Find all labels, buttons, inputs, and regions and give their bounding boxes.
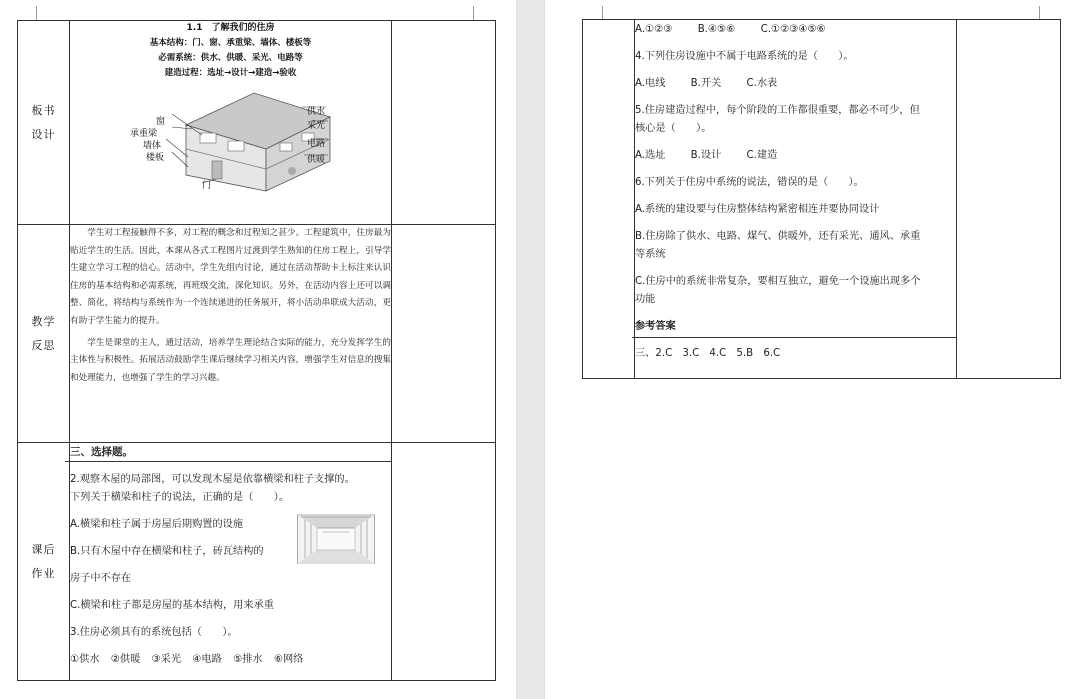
board-line: 必需系统：供水、供暖、采光、电路等 [158, 53, 303, 63]
diagram-label-circuit: 电路 [307, 139, 326, 149]
diagram-label-heating: 供暖 [307, 155, 326, 165]
question-6-option-c: C.住房中的系统非常复杂，要相互独立，避免一个设施出现多个 [635, 276, 921, 287]
document-page-right [545, 0, 1080, 699]
reflection-paragraph: 学生对工程接触得不多，对工程的概念和过程知之甚少。工程建筑中，住房最为贴近学生的生活。因此，本课从各式工程图片过渡到学生熟知的住房工程上，引导学生建立学习工程的信心。活动中，学生先组内讨论，通过在活动帮助卡上标注来认识住房的基本结构和必需系统，再班级交流，深化知识。另外，在活动内容上还可以调整、简化，将结构与系统作为一个连续递进的任务展开，将小活动串联成大活动，更有助于学生能力的提升。 [70, 228, 391, 326]
reflection-paragraph: 学生是课堂的主人，通过活动，培养学生理论结合实际的能力，充分发挥学生的主体性与积极性。拓展活动鼓励学生课后继续学习相关内容，增强学生对信息的搜集和处理能力，也增强了学生的学习兴趣。 [70, 337, 391, 383]
board-design-content [70, 21, 392, 225]
teaching-reflection-row [18, 225, 496, 443]
question-3-stem: 3.住房必须具有的系统包括（ ）。 [70, 627, 238, 638]
question-6-stem: 6.下列关于住房中系统的说法，错误的是（ ）。 [635, 177, 864, 188]
document-page-left [0, 0, 516, 699]
question-2-option: B.只有木屋中存在横梁和柱子，砖瓦结构的 [70, 546, 264, 557]
question-2-option: C.横梁和柱子都是房屋的基本结构，用来承重 [70, 600, 274, 611]
diagram-label-window: 窗 [156, 117, 166, 127]
homework-label: 课后 作业 [18, 443, 70, 681]
question-6-option-b: B.住房除了供水、电路、煤气、供暖外，还有采光、通风、承重 [635, 231, 921, 242]
question-4-options: A.电线 B.开关 C.水表 [635, 78, 778, 89]
question-3-choices: ①供水 ②供暖 ③采光 ④电路 ⑤排水 ⑥网络 [70, 654, 304, 665]
crop-mark [1039, 6, 1040, 20]
board-line: 基本结构：门、窗、承重梁、墙体、楼板等 [149, 38, 312, 48]
blank-cell [957, 20, 1061, 379]
board-design-row [18, 21, 496, 225]
homework-row [18, 443, 496, 681]
question-2-options [70, 516, 391, 615]
diagram-label-water: 供水 [307, 107, 326, 117]
question-6-option-b: 等系统 [635, 249, 666, 260]
reflection-content [70, 225, 392, 443]
crop-mark [473, 6, 474, 20]
continuation-table [582, 19, 1061, 379]
question-2-line: 下列关于横梁和柱子的说法，正确的是（ ）。 [70, 492, 290, 503]
answers-heading: 参考答案 [635, 321, 676, 332]
question-2-option: 房子中不存在 [70, 573, 132, 584]
diagram-label-wall: 墙体 [143, 141, 162, 151]
teaching-reflection-label: 教学 反思 [18, 225, 70, 443]
crop-mark [36, 6, 37, 20]
diagram-label-floor: 楼板 [146, 153, 165, 163]
question-2-option: A.横梁和柱子属于房屋后期购置的设施 [70, 519, 244, 530]
question-3-answers: A.①②③ B.④⑤⑥ C.①②③④⑤⑥ [635, 24, 826, 35]
homework-continuation-content [635, 20, 957, 379]
question-6-option-c: 功能 [635, 294, 656, 305]
section-heading: 三、选择题。 [70, 446, 133, 458]
wooden-house-image [297, 514, 375, 564]
homework-continuation-row [583, 20, 1061, 379]
diagram-label-light: 采光 [307, 121, 326, 131]
question-5-options: A.选址 B.设计 C.建造 [635, 150, 778, 161]
question-2-line: 2.观察木屋的局部图，可以发现木屋是依靠横梁和柱子支撑的。 [70, 474, 355, 485]
board-design-label: 板书 设计 [18, 21, 70, 225]
question-6-option-a: A.系统的建设要与住房整体结构紧密相连并要协同设计 [635, 204, 880, 215]
diagram-label-beam: 承重梁 [130, 129, 158, 139]
blank-cell [392, 443, 496, 681]
diagram-label-door: 门 [202, 181, 212, 191]
question-5-stem: 核心是（ ）。 [635, 123, 712, 134]
board-line: 建造过程：选址→设计→建造→验收 [164, 68, 297, 78]
blank-cell [392, 225, 496, 443]
answers-line: 三、2.C 3.C 4.C 5.B 6.C [635, 348, 781, 359]
board-title: 1.1 了解我们的住房 [186, 23, 275, 33]
blank-cell [583, 20, 635, 379]
lesson-table [17, 20, 496, 681]
homework-content [70, 443, 392, 681]
question-4-stem: 4.下列住房设施中不属于电路系统的是（ ）。 [635, 51, 854, 62]
blank-cell [392, 21, 496, 225]
crop-mark [602, 6, 603, 20]
question-5-stem: 5.住房建造过程中，每个阶段的工作都很重要，都必不可少，但 [635, 105, 920, 116]
